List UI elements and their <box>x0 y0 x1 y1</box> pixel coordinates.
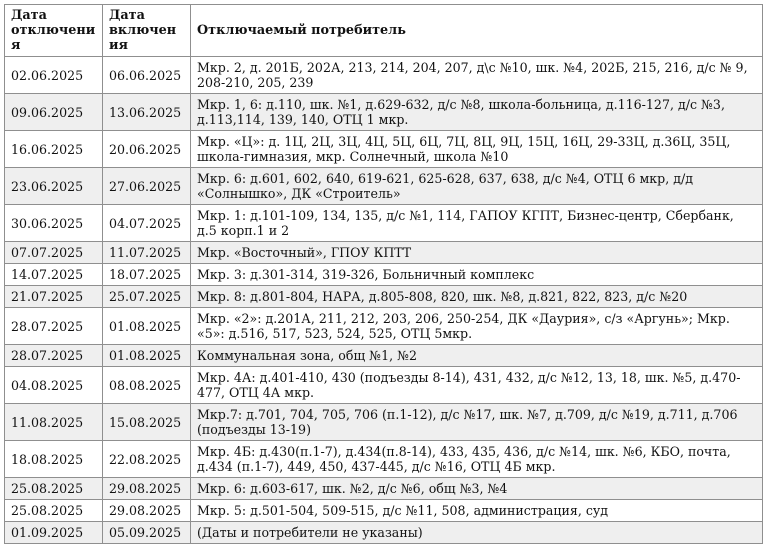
header-on-date: Дата включения <box>103 5 191 57</box>
off-date-cell: 09.06.2025 <box>5 94 103 131</box>
on-date-cell: 04.07.2025 <box>103 205 191 242</box>
off-date-cell: 02.06.2025 <box>5 57 103 94</box>
off-date-cell: 25.08.2025 <box>5 478 103 500</box>
off-date-cell: 23.06.2025 <box>5 168 103 205</box>
on-date-cell: 29.08.2025 <box>103 500 191 522</box>
off-date-cell: 30.06.2025 <box>5 205 103 242</box>
off-date-cell: 14.07.2025 <box>5 264 103 286</box>
off-date-cell: 16.06.2025 <box>5 131 103 168</box>
table-row <box>5 286 763 308</box>
consumer-cell: Мкр. 3: д.301-314, 319-326, Больничный комплекс <box>191 264 763 286</box>
header-consumer: Отключаемый потребитель <box>191 5 763 57</box>
table-row <box>5 242 763 264</box>
consumer-cell: Мкр. «Ц»: д. 1Ц, 2Ц, 3Ц, 4Ц, 5Ц, 6Ц, 7Ц, 8Ц, 9Ц, 15Ц, 16Ц, 29-33Ц, д.36Ц, 35Ц, школа-гимназия, мкр. Солнечный, школа №10 <box>191 131 763 168</box>
header-off-date: Дата отключения <box>5 5 103 57</box>
table-row <box>5 264 763 286</box>
off-date-cell: 01.09.2025 <box>5 522 103 544</box>
table-row <box>5 205 763 242</box>
off-date-cell: 25.08.2025 <box>5 500 103 522</box>
table-row <box>5 404 763 441</box>
on-date-cell: 13.06.2025 <box>103 94 191 131</box>
on-date-cell: 11.07.2025 <box>103 242 191 264</box>
on-date-cell: 18.07.2025 <box>103 264 191 286</box>
table-row <box>5 94 763 131</box>
table-row <box>5 57 763 94</box>
consumer-cell: Мкр. «2»: д.201А, 211, 212, 203, 206, 250-254, ДК «Даурия», с/з «Аргунь»; Мкр. «5»: д.516, 517, 523, 524, 525, ОТЦ 5мкр. <box>191 308 763 345</box>
table-row <box>5 500 763 522</box>
consumer-cell: Мкр. 1: д.101-109, 134, 135, д/с №1, 114, ГАПОУ КГПТ, Бизнес-центр, Сбербанк, д.5 корп.1 и 2 <box>191 205 763 242</box>
header-row <box>5 5 763 57</box>
consumer-cell: Мкр. 5: д.501-504, 509-515, д/с №11, 508, администрация, суд <box>191 500 763 522</box>
table-row <box>5 345 763 367</box>
on-date-cell: 08.08.2025 <box>103 367 191 404</box>
table-row <box>5 367 763 404</box>
consumer-cell: (Даты и потребители не указаны) <box>191 522 763 544</box>
on-date-cell: 01.08.2025 <box>103 345 191 367</box>
consumer-cell: Мкр. 1, 6: д.110, шк. №1, д.629-632, д/с №8, школа-больница, д.116-127, д/с №3, д.113,114, 139, 140, ОТЦ 1 мкр. <box>191 94 763 131</box>
table-row <box>5 168 763 205</box>
off-date-cell: 18.08.2025 <box>5 441 103 478</box>
consumer-cell: Мкр.7: д.701, 704, 705, 706 (п.1-12), д/с №17, шк. №7, д.709, д/с №19, д.711, д.706 (подъезды 13-19) <box>191 404 763 441</box>
table-row <box>5 308 763 345</box>
off-date-cell: 04.08.2025 <box>5 367 103 404</box>
consumer-cell: Коммунальная зона, общ №1, №2 <box>191 345 763 367</box>
table-body <box>5 57 763 544</box>
table-header <box>5 5 763 57</box>
consumer-cell: Мкр. 6: д.601, 602, 640, 619-621, 625-628, 637, 638, д/с №4, ОТЦ 6 мкр, д/д «Солнышко», ДК «Строитель» <box>191 168 763 205</box>
table-row <box>5 441 763 478</box>
off-date-cell: 21.07.2025 <box>5 286 103 308</box>
consumer-cell: Мкр. «Восточный», ГПОУ КПТТ <box>191 242 763 264</box>
off-date-cell: 28.07.2025 <box>5 308 103 345</box>
outage-schedule-table <box>4 4 763 544</box>
off-date-cell: 07.07.2025 <box>5 242 103 264</box>
table-row <box>5 131 763 168</box>
consumer-cell: Мкр. 4А: д.401-410, 430 (подъезды 8-14), 431, 432, д/с №12, 13, 18, шк. №5, д.470-477, ОТЦ 4А мкр. <box>191 367 763 404</box>
on-date-cell: 15.08.2025 <box>103 404 191 441</box>
on-date-cell: 01.08.2025 <box>103 308 191 345</box>
on-date-cell: 06.06.2025 <box>103 57 191 94</box>
consumer-cell: Мкр. 6: д.603-617, шк. №2, д/с №6, общ №3, №4 <box>191 478 763 500</box>
off-date-cell: 28.07.2025 <box>5 345 103 367</box>
on-date-cell: 05.09.2025 <box>103 522 191 544</box>
consumer-cell: Мкр. 8: д.801-804, НАРА, д.805-808, 820, шк. №8, д.821, 822, 823, д/с №20 <box>191 286 763 308</box>
on-date-cell: 29.08.2025 <box>103 478 191 500</box>
on-date-cell: 25.07.2025 <box>103 286 191 308</box>
on-date-cell: 27.06.2025 <box>103 168 191 205</box>
off-date-cell: 11.08.2025 <box>5 404 103 441</box>
table-row <box>5 522 763 544</box>
consumer-cell: Мкр. 4Б: д.430(п.1-7), д.434(п.8-14), 433, 435, 436, д/с №14, шк. №6, КБО, почта, д.434 (п.1-7), 449, 450, 437-445, д/с №16, ОТЦ 4Б мкр. <box>191 441 763 478</box>
on-date-cell: 20.06.2025 <box>103 131 191 168</box>
consumer-cell: Мкр. 2, д. 201Б, 202А, 213, 214, 204, 207, д\с №10, шк. №4, 202Б, 215, 216, д/с № 9, 208-210, 205, 239 <box>191 57 763 94</box>
schedule-container <box>4 4 762 544</box>
on-date-cell: 22.08.2025 <box>103 441 191 478</box>
table-row <box>5 478 763 500</box>
